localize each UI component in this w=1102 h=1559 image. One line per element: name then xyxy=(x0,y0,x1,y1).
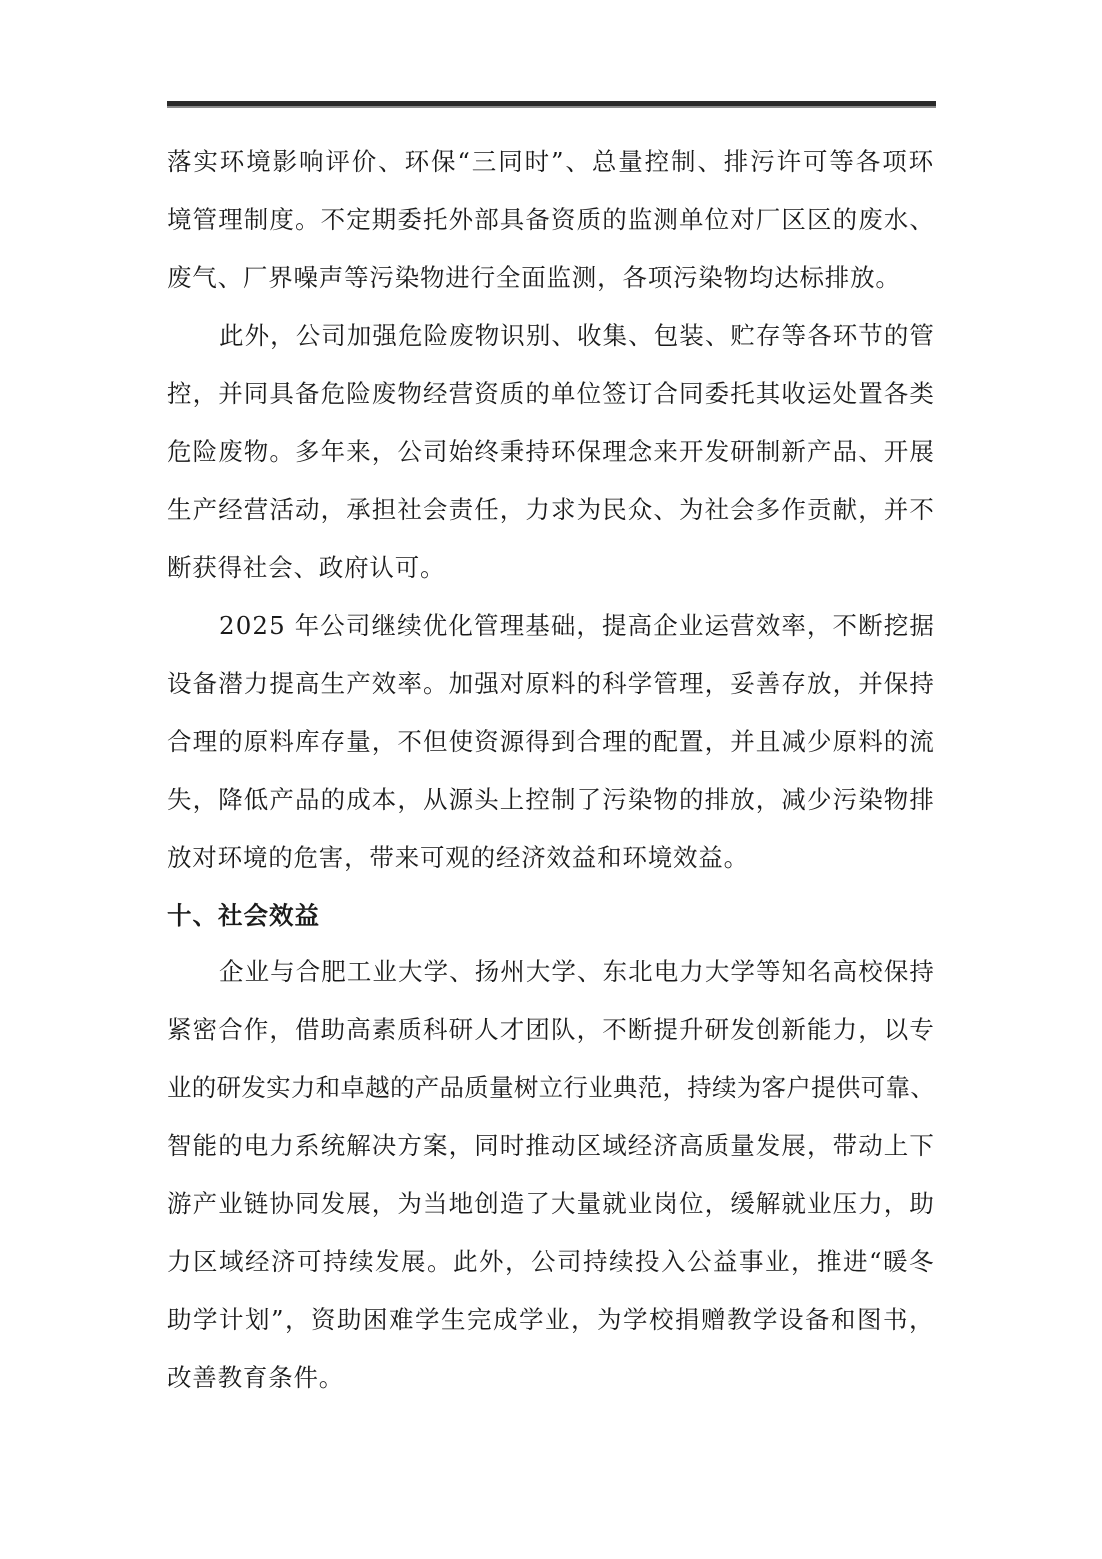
text-line: 智能的电力系统解决方案，同时推动区域经济高质量发展，带动上下 xyxy=(167,1131,935,1160)
text-line: 此外，公司加强危险废物识别、收集、包装、贮存等各环节的管 xyxy=(219,321,935,350)
text-line: 企业与合肥工业大学、扬州大学、东北电力大学等知名高校保持 xyxy=(219,957,935,986)
text-line: 紧密合作，借助高素质科研人才团队，不断提升研发创新能力，以专 xyxy=(167,1015,935,1044)
text-line: 改善教育条件。 xyxy=(167,1363,345,1392)
text-line: 合理的原料库存量，不但使资源得到合理的配置，并且减少原料的流 xyxy=(167,727,935,756)
text-line: 危险废物。多年来，公司始终秉持环保理念来开发研制新产品、开展 xyxy=(167,437,935,466)
text-line: 断获得社会、政府认可。 xyxy=(167,553,446,582)
text-line: 助学计划”，资助困难学生完成学业，为学校捐赠教学设备和图书， xyxy=(167,1305,935,1334)
header-rule xyxy=(167,101,936,108)
text-line: 生产经营活动，承担社会责任，力求为民众、为社会多作贡献，并不 xyxy=(167,495,935,524)
text-line: 废气、厂界噪声等污染物进行全面监测，各项污染物均达标排放。 xyxy=(167,263,901,292)
text-line: 2025 年公司继续优化管理基础，提高企业运营效率，不断挖据 xyxy=(219,611,935,640)
text-line: 游产业链协同发展，为当地创造了大量就业岗位，缓解就业压力，助 xyxy=(167,1189,935,1218)
section-heading: 十、社会效益 xyxy=(167,901,320,930)
text-line: 失，降低产品的成本，从源头上控制了污染物的排放，减少污染物排 xyxy=(167,785,935,814)
text-line: 境管理制度。不定期委托外部具备资质的监测单位对厂区区的废水、 xyxy=(167,205,935,234)
text-line: 业的研发实力和卓越的产品质量树立行业典范，持续为客户提供可靠、 xyxy=(167,1073,935,1102)
text-line: 设备潜力提高生产效率。加强对原料的科学管理，妥善存放，并保持 xyxy=(167,669,935,698)
text-line: 力区域经济可持续发展。此外，公司持续投入公益事业，推进“暖冬 xyxy=(167,1247,935,1276)
text-line: 放对环境的危害，带来可观的经济效益和环境效益。 xyxy=(167,843,749,872)
text-line: 控，并同具备危险废物经营资质的单位签订合同委托其收运处置各类 xyxy=(167,379,935,408)
text-line: 落实环境影响评价、环保“三同时”、总量控制、排污许可等各项环 xyxy=(167,147,935,176)
